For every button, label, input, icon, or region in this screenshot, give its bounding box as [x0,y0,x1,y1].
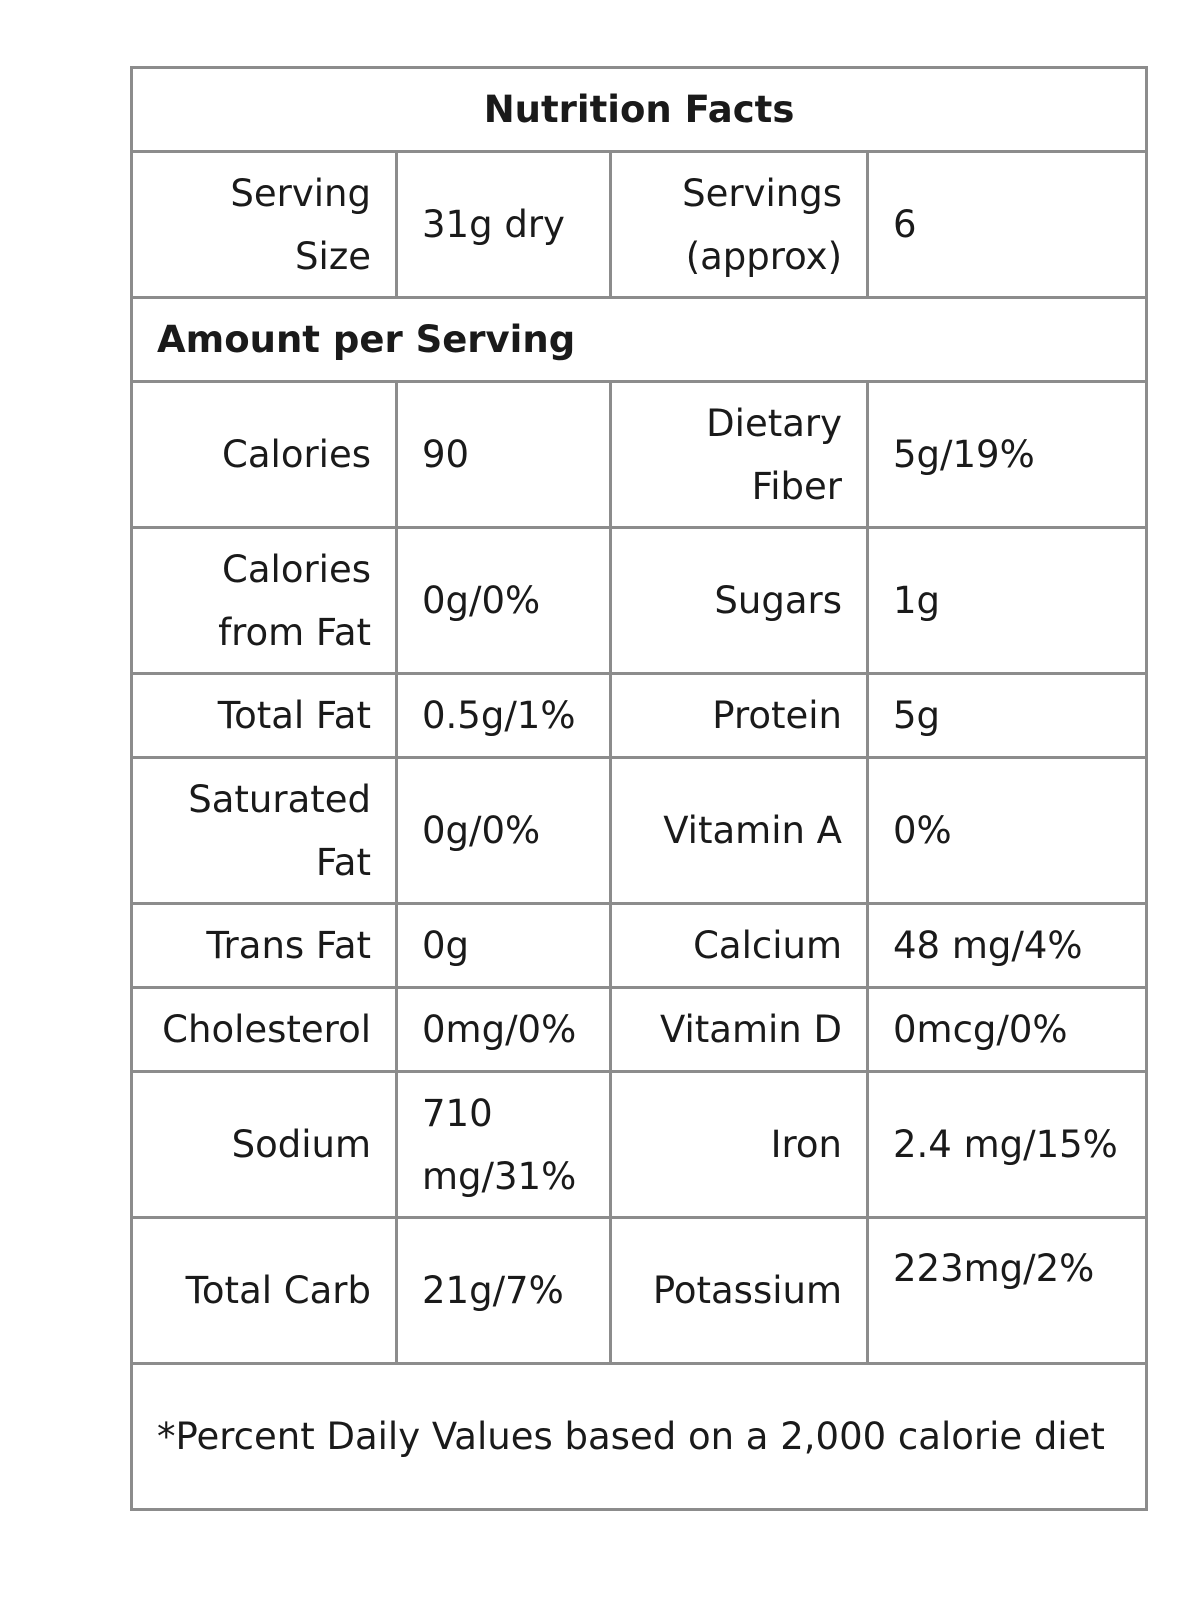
nutrient-value: 0g/0% [397,528,611,674]
nutrient-value: 1g [868,528,1147,674]
nutrient-label: Dietary Fiber [611,382,868,528]
nutrient-value: 710 mg/31% [397,1072,611,1218]
nutrient-label: Trans Fat [132,904,397,988]
servings-label: Servings (approx) [611,152,868,298]
servings-value: 6 [868,152,1147,298]
nutrient-label: Sugars [611,528,868,674]
nutrient-value: 90 [397,382,611,528]
nutrient-label: Cholesterol [132,988,397,1072]
nutrient-label: Iron [611,1072,868,1218]
nutrient-label: Total Carb [132,1218,397,1364]
table-row [132,904,1147,988]
table-title: Nutrition Facts [132,68,1147,152]
nutrient-value: 5g [868,674,1147,758]
table-row [132,528,1147,674]
section-heading: Amount per Serving [132,298,1147,382]
footnote: *Percent Daily Values based on a 2,000 calorie diet [132,1364,1147,1510]
nutrient-value: 0g/0% [397,758,611,904]
nutrient-value: 21g/7% [397,1218,611,1364]
nutrient-label: Sodium [132,1072,397,1218]
nutrient-label: Calories [132,382,397,528]
nutrient-value: 0% [868,758,1147,904]
table-row [132,758,1147,904]
nutrient-value: 48 mg/4% [868,904,1147,988]
nutrition-facts-table [130,66,1148,1511]
nutrient-label: Total Fat [132,674,397,758]
nutrient-label: Vitamin D [611,988,868,1072]
table-row [132,674,1147,758]
nutrient-value: 0g [397,904,611,988]
nutrient-value: 223mg/2% [868,1218,1147,1364]
nutrient-label: Calories from Fat [132,528,397,674]
nutrient-label: Saturated Fat [132,758,397,904]
nutrient-value: 0.5g/1% [397,674,611,758]
nutrient-value: 5g/19% [868,382,1147,528]
table-row [132,382,1147,528]
table-row-serving [132,152,1147,298]
nutrient-label: Vitamin A [611,758,868,904]
nutrient-value: 2.4 mg/15% [868,1072,1147,1218]
table-row [132,1218,1147,1364]
nutrient-label: Protein [611,674,868,758]
serving-size-value: 31g dry [397,152,611,298]
nutrient-value: 0mg/0% [397,988,611,1072]
nutrient-label: Potassium [611,1218,868,1364]
table-row [132,988,1147,1072]
nutrient-value: 0mcg/0% [868,988,1147,1072]
nutrient-label: Calcium [611,904,868,988]
serving-size-label: Serving Size [132,152,397,298]
table-row [132,1072,1147,1218]
